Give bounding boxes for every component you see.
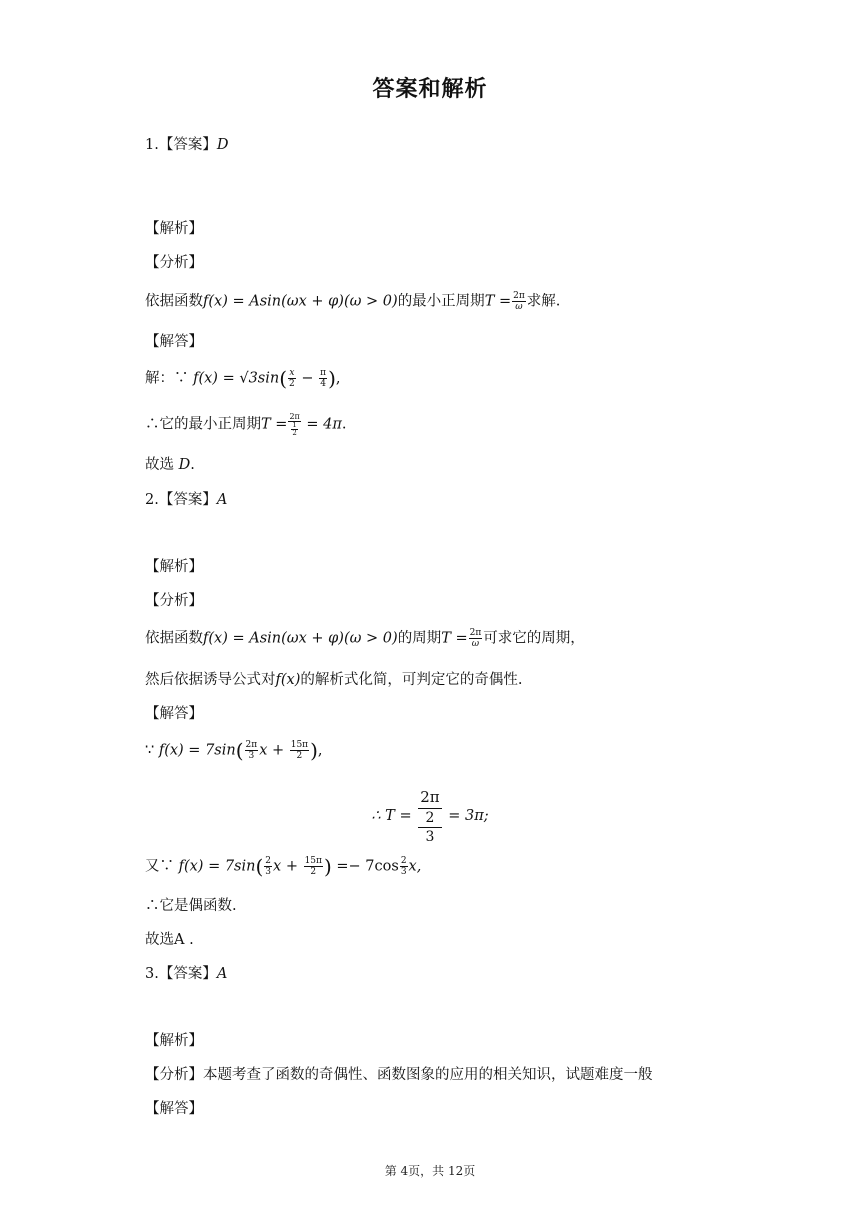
fraction — [469, 628, 483, 649]
text-span: 求解. — [526, 293, 561, 310]
text-span: D — [178, 457, 191, 473]
q3-fenxi-text: 本题考查了函数的奇偶性、函数图象的应用的相关知识，试题难度一般 — [203, 1067, 653, 1083]
q2-fenxi-text-2 — [145, 670, 522, 690]
formula: ∴ T = — [371, 808, 417, 824]
formula: f(x) = √3sin — [193, 370, 280, 387]
formula: =− 7cos — [331, 858, 399, 875]
q2-answer: A — [216, 492, 228, 508]
q2-jieda: 【解答】 — [145, 706, 203, 722]
fraction-denominator: 2 — [292, 429, 297, 437]
fraction-numerator: 15π — [304, 856, 322, 866]
text-span: 的最小正周期 — [397, 293, 485, 310]
q2-solution-3 — [145, 856, 421, 877]
fraction-numerator: 2π — [418, 786, 441, 809]
q1-fenxi-text — [145, 291, 560, 312]
formula: x + — [259, 742, 289, 759]
formula: = 4π — [301, 416, 342, 433]
fraction — [418, 786, 441, 846]
q3-answer-head: 3.【答案】 — [145, 966, 217, 982]
fraction-denominator — [288, 422, 300, 437]
text-span: 依据函数 — [145, 630, 203, 647]
fraction-numerator: 2π — [513, 291, 525, 301]
formula: f(x) = 7sin — [178, 858, 256, 875]
right-paren: ) — [310, 738, 318, 763]
fraction — [288, 412, 300, 437]
fraction-denominator: 2 — [289, 379, 295, 389]
formula: f(x) = Asin(ωx + φ)(ω > 0) — [203, 630, 398, 647]
q1-solution-3 — [145, 455, 195, 475]
formula: T = — [484, 293, 512, 310]
text-span: 解：∵ — [145, 370, 194, 387]
fraction-denominator: ω — [471, 639, 480, 649]
fraction — [264, 856, 272, 877]
q1-solution-2 — [145, 412, 347, 437]
text-span: 可求它的周期， — [483, 630, 585, 647]
nested-numerator: 2 — [418, 809, 441, 828]
formula: f(x) = Asin(ωx + φ)(ω > 0) — [203, 293, 398, 310]
q1-answer: D — [216, 137, 229, 153]
right-paren: ) — [323, 854, 332, 879]
text-span: , — [335, 370, 341, 387]
text-span: ∵ — [145, 742, 159, 759]
fraction-numerator: 2 — [265, 856, 272, 866]
q2-solution-5: 故选A . — [145, 932, 194, 948]
fraction-numerator: π — [320, 368, 327, 378]
fraction-denominator: 3 — [248, 751, 255, 761]
q2-answer-head: 2.【答案】 — [145, 492, 217, 508]
fraction-numerator: 1 — [292, 421, 297, 429]
text-span: ∴它的最小正周期 — [145, 416, 261, 433]
fraction-numerator: 2π — [245, 740, 258, 750]
formula: = 3π; — [443, 808, 489, 824]
fraction — [512, 291, 526, 312]
text-span: 依据函数 — [145, 293, 203, 310]
formula: T = — [261, 416, 288, 433]
q3-jieda: 【解答】 — [145, 1101, 203, 1117]
fraction-denominator — [418, 809, 441, 846]
text-span: 的周期 — [397, 630, 442, 647]
fraction-numerator: 15π — [290, 740, 309, 750]
q1-fenxi: 【分析】 — [145, 255, 203, 271]
q2-fenxi-text-1 — [145, 628, 585, 649]
text-span: 的解析式化简，可判定它的奇偶性. — [300, 672, 523, 688]
text-span: 又∵ — [145, 858, 179, 875]
q1-jiexi: 【解析】 — [145, 221, 203, 237]
left-paren: ( — [235, 738, 244, 763]
operator: − — [296, 370, 319, 387]
q3-jiexi: 【解析】 — [145, 1033, 203, 1049]
text-span: 故选 — [145, 457, 179, 473]
text-span: , — [317, 742, 323, 759]
left-paren: ( — [255, 854, 264, 879]
formula: x + — [273, 858, 303, 875]
q3-fenxi-line — [145, 1065, 653, 1085]
q1-jieda: 【解答】 — [145, 334, 203, 350]
fraction-denominator: 4 — [320, 379, 326, 389]
fraction-numerator: 2π — [289, 412, 300, 421]
q3-fenxi: 【分析】 — [145, 1067, 203, 1083]
q2-solution-1 — [145, 740, 323, 761]
fraction-numerator: x — [289, 368, 295, 378]
text-span: . — [341, 416, 347, 433]
fraction — [304, 856, 323, 877]
fraction-denominator: 2 — [296, 751, 303, 761]
fraction-denominator: 3 — [400, 867, 407, 877]
q2-jiexi: 【解析】 — [145, 559, 203, 575]
text-span: . — [190, 457, 195, 473]
fraction — [288, 368, 296, 389]
q2-answer-line — [145, 490, 227, 510]
page-title: 答案和解析 — [372, 77, 488, 102]
formula: f(x) = 7sin — [158, 742, 236, 759]
formula: x, — [408, 858, 422, 875]
fraction-numerator: 2π — [469, 628, 482, 638]
page-footer: 第 4页，共 12页 — [384, 1164, 476, 1178]
fraction — [245, 740, 259, 761]
q2-fenxi: 【分析】 — [145, 593, 203, 609]
formula: f(x) — [275, 672, 301, 688]
fraction-numerator: 2 — [400, 856, 407, 866]
left-paren: ( — [279, 366, 288, 391]
q3-answer-line — [145, 964, 227, 984]
text-span: 然后依据诱导公式对 — [145, 672, 276, 688]
fraction-denominator: ω — [515, 302, 523, 312]
q3-answer: A — [216, 966, 228, 982]
formula: T = — [441, 630, 468, 647]
q1-answer-line — [145, 135, 228, 155]
fraction-denominator: 3 — [265, 867, 272, 877]
right-paren: ) — [328, 366, 336, 391]
q2-solution-4: ∴它是偶函数. — [145, 898, 237, 914]
fraction — [319, 368, 327, 389]
fraction — [400, 856, 408, 877]
q2-solution-2 — [0, 786, 860, 846]
q1-answer-head: 1.【答案】 — [145, 137, 217, 153]
nested-denominator: 3 — [425, 829, 435, 845]
fraction-denominator: 2 — [310, 867, 317, 877]
nested-fraction — [291, 422, 297, 437]
q1-solution-1 — [145, 368, 340, 389]
fraction — [290, 740, 309, 761]
